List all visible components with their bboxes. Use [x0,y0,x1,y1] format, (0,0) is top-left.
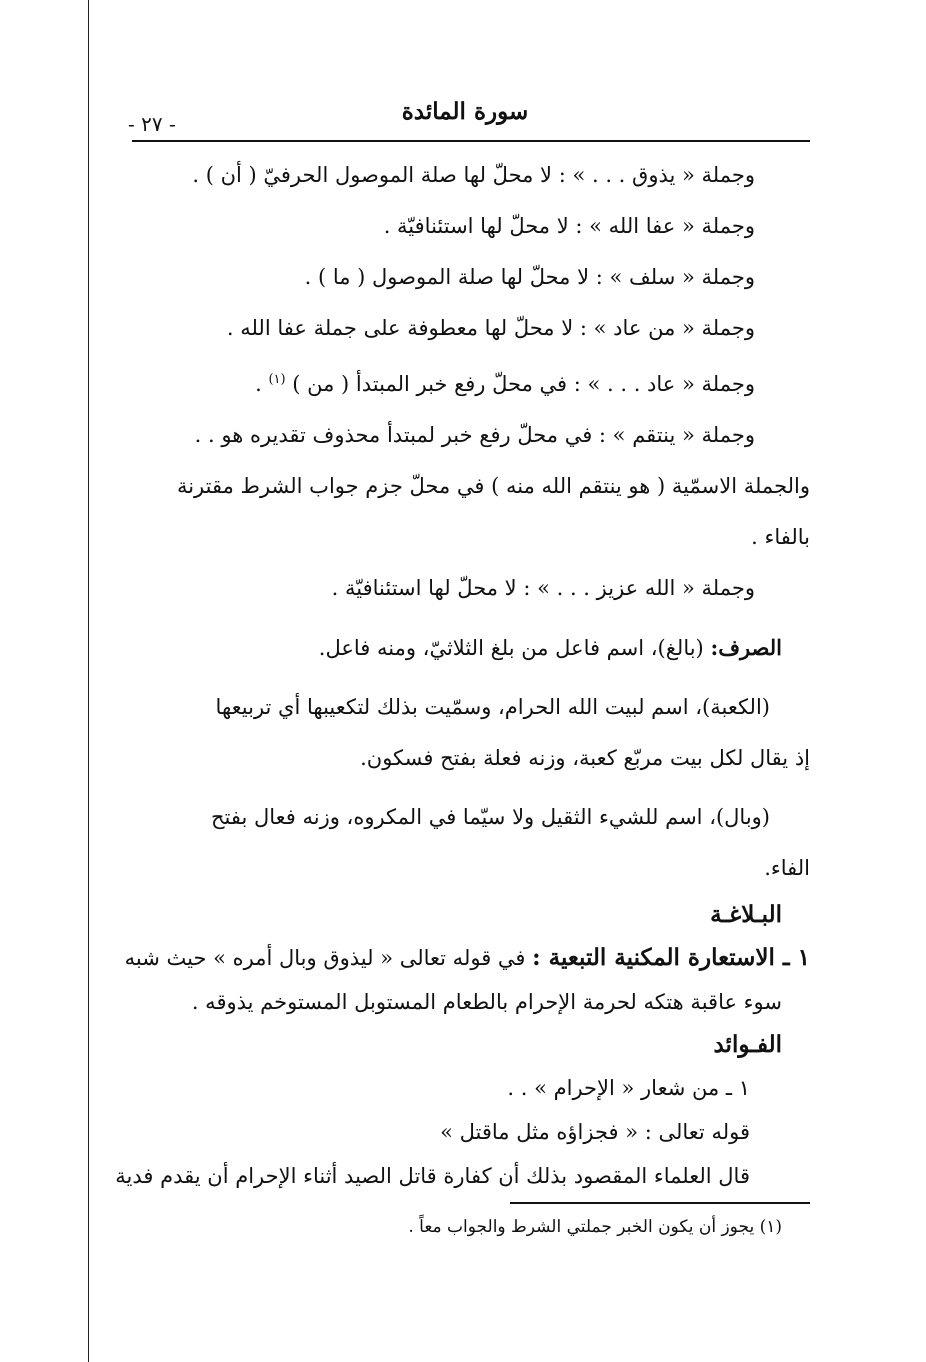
footnote-reference: (١) [268,372,286,387]
balagha-item-line-2: سوء عاقبة هتكه لحرمة الإحرام بالطعام المستوبل المستوخم يذوقه . [191,990,782,1014]
balagha-item-term: ١ ـ الاستعارة المكنية التبعية : [532,944,810,971]
fawaid-line-2: قوله تعالى : « فجزاؤه مثل ماقتل » [440,1120,750,1144]
balagha-heading: البـلاغـة [710,901,782,928]
kaaba-line-1: (الكعبة)، اسم لبيت الله الحرام، وسمّيت بذلك لتكعيبها أي تربيعها [215,695,770,719]
wabal-line-2: الفاء. [764,856,810,880]
text-line-7: والجملة الاسمّية ( هو ينتقم الله منه ) في محلّ جزم جواب الشرط مقترنة [176,474,810,498]
fawaid-heading: الفـوائد [713,1031,782,1058]
text-line-3: وجملة « سلف » : لا محلّ لها صلة الموصول ( ما ) . [304,265,755,289]
fawaid-line-1: ١ ـ من شعار « الإحرام » . . [507,1076,750,1100]
text-line-5-end: . [255,372,262,396]
text-line-5 [120,354,810,410]
footnote-rule [510,1202,810,1204]
wabal-line-1: (وبال)، اسم للشيء الثقيل ولا سيّما في المكروه، وزنه فعال بفتح [210,805,770,829]
sarf-line-1 [120,622,810,674]
kaaba-line-2: إذ يقال لكل بيت مربّع كعبة، وزنه فعلة بفتح فسكون. [360,746,810,770]
text-line-9: وجملة « الله عزيز . . . » : لا محلّ لها استئنافيّة . [331,576,755,600]
book-page [115,90,810,1244]
text-line-4: وجملة « من عاد » : لا محلّ لها معطوفة على جملة عفا الله . [226,316,755,340]
surah-title: سورة المائدة [401,98,529,125]
balagha-item-line-1 [120,936,810,980]
balagha-item-text: في قوله تعالى « ليذوق وبال أمره » حيث شبه [124,946,526,970]
sarf-label: الصرف: [710,635,782,660]
footnote: (١) يجوز أن يكون الخبر جملتي الشرط والجواب معاً . [408,1217,782,1237]
sarf-text: (بالغ)، اسم فاعل من بلغ الثلاثيّ، ومنه فاعل. [318,636,704,660]
page-binding-edge [88,0,89,1362]
page-number: - ٢٧ - [128,112,176,136]
text-line-8: بالفاء . [751,525,810,549]
text-line-2: وجملة « عفا الله » : لا محلّ لها استئنافيّة . [383,214,755,238]
text-line-6: وجملة « ينتقم » : في محلّ رفع خبر لمبتدأ محذوف تقديره هو . . [194,423,755,447]
text-line-1: وجملة « يذوق . . . » : لا محلّ لها صلة الموصول الحرفيّ ( أن ) . [192,163,755,187]
header-rule [132,140,810,142]
text-line-5-body: وجملة « عاد . . . » : في محلّ رفع خبر المبتدأ ( من ) [292,372,755,396]
fawaid-line-3: قال العلماء المقصود بذلك أن كفارة قاتل الصيد أثناء الإحرام أن يقدم فدية [115,1164,750,1188]
page-header [120,90,810,140]
